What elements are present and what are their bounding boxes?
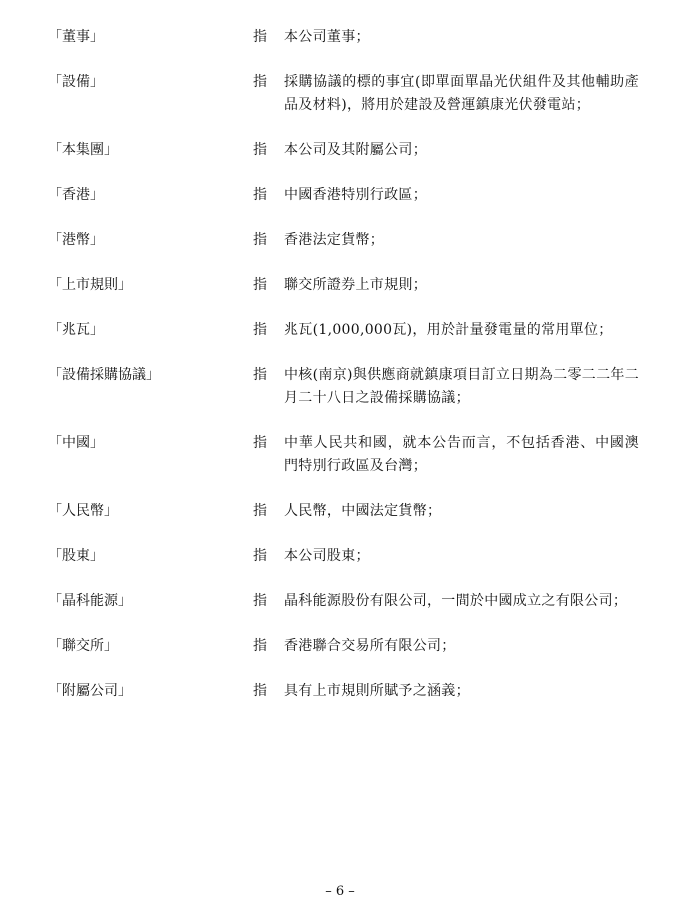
definition-meaning: 本公司股東； [284, 548, 370, 564]
definition-means: 指 [253, 277, 267, 293]
page-number: – 6 – [325, 884, 355, 899]
definition-row [48, 680, 648, 703]
definition-means: 指 [253, 435, 267, 451]
definition-meaning: 中國香港特別行政區； [284, 187, 427, 203]
definition-term: 「晶科能源」 [48, 593, 132, 609]
definition-meaning: 具有上市規則所賦予之涵義； [284, 683, 470, 699]
definition-term: 「中國」 [48, 435, 104, 451]
definition-row [48, 635, 648, 658]
definition-means: 指 [253, 683, 267, 699]
definition-row [48, 545, 648, 568]
definition-meaning: 中核(南京)與供應商就鎮康項目訂立日期為二零二二年二月二十八日之設備採購協議； [284, 367, 639, 406]
definition-means: 指 [253, 367, 267, 383]
definition-means: 指 [253, 593, 267, 609]
definition-row [48, 364, 648, 410]
definition-row [48, 319, 648, 342]
definition-term: 「人民幣」 [48, 503, 118, 519]
definition-meaning: 晶科能源股份有限公司，一間於中國成立之有限公司； [284, 593, 628, 609]
definition-row [48, 139, 648, 162]
definition-row [48, 590, 648, 613]
definition-term: 「董事」 [48, 29, 104, 45]
definition-row [48, 184, 648, 207]
definition-means: 指 [253, 187, 267, 203]
definition-term: 「香港」 [48, 187, 104, 203]
definition-row [48, 71, 648, 117]
definition-meaning: 兆瓦(1,000,000瓦)，用於計量發電量的常用單位； [284, 322, 613, 338]
definition-row [48, 274, 648, 297]
definition-meaning: 人民幣，中國法定貨幣； [284, 503, 442, 519]
definition-term: 「上市規則」 [48, 277, 132, 293]
definition-means: 指 [253, 548, 267, 564]
definition-term: 「股東」 [48, 548, 104, 564]
definition-term: 「設備採購協議」 [48, 367, 160, 383]
definition-means: 指 [253, 638, 267, 654]
definition-means: 指 [253, 142, 267, 158]
definition-meaning: 香港法定貨幣； [284, 232, 385, 248]
definition-meaning: 本公司董事； [284, 29, 370, 45]
definition-means: 指 [253, 29, 267, 45]
definition-means: 指 [253, 503, 267, 519]
definition-term: 「附屬公司」 [48, 683, 132, 699]
definition-row [48, 229, 648, 252]
definition-row [48, 500, 648, 523]
definition-term: 「本集團」 [48, 142, 118, 158]
definitions-list [48, 26, 648, 725]
definition-means: 指 [253, 74, 267, 90]
definition-meaning: 中華人民共和國，就本公告而言，不包括香港、中國澳門特別行政區及台灣； [284, 435, 639, 474]
definition-means: 指 [253, 232, 267, 248]
definition-term: 「港幣」 [48, 232, 104, 248]
definition-term: 「兆瓦」 [48, 322, 104, 338]
definition-meaning: 本公司及其附屬公司； [284, 142, 427, 158]
definition-meaning: 採購協議的標的事宜(即單面單晶光伏組件及其他輔助產品及材料)，將用於建設及營運鎮康光伏發電站； [284, 74, 639, 113]
definition-term: 「設備」 [48, 74, 104, 90]
definition-means: 指 [253, 322, 267, 338]
definition-meaning: 香港聯合交易所有限公司； [284, 638, 456, 654]
definition-meaning: 聯交所證券上市規則； [284, 277, 427, 293]
definition-term: 「聯交所」 [48, 638, 118, 654]
definition-row [48, 432, 648, 478]
definition-row [48, 26, 648, 49]
